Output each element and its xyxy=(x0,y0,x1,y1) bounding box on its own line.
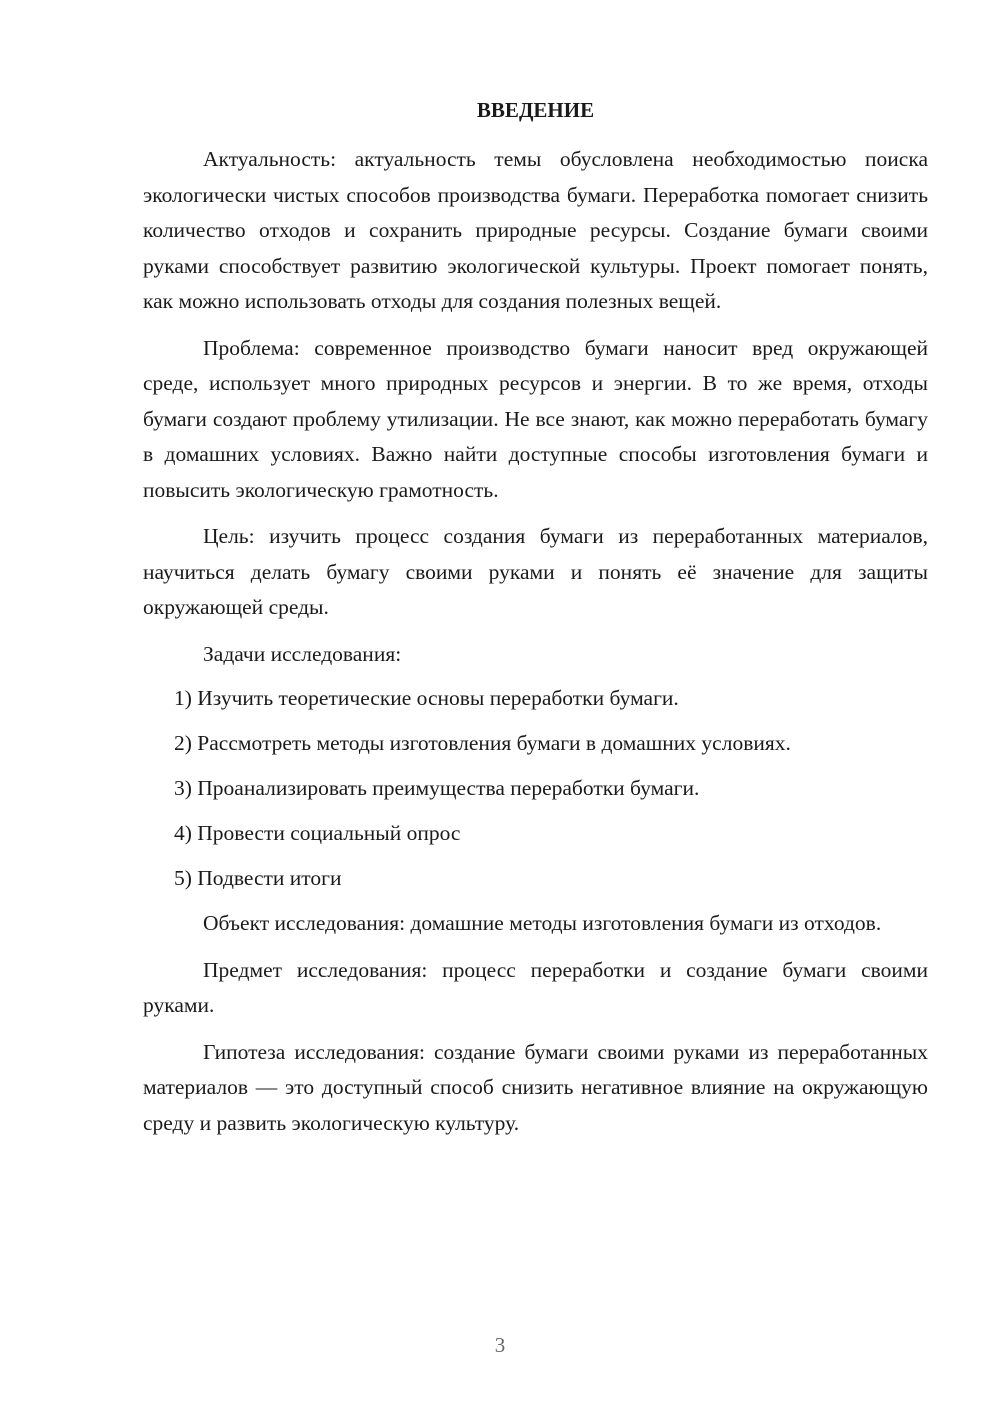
paragraph-problem: Проблема: современное производство бумаги наносит вред окружающей среде, использует много природных ресурсов и энергии. В то же время, отходы бумаги создают проблему утилизации. Не все знают, как можно переработать бумагу в домашних условиях. Важно найти доступные способы изготовления бумаги и повысить экологическую грамотность. xyxy=(143,335,928,502)
list-item: 1) Изучить теоретические основы переработки бумаги. xyxy=(174,686,679,710)
list-item: 3) Проанализировать преимущества переработки бумаги. xyxy=(174,776,700,800)
paragraph-subject: Предмет исследования: процесс переработки и создание бумаги своими руками. xyxy=(143,957,928,1017)
page-number: 3 xyxy=(494,1333,506,1357)
paragraph-hypothesis: Гипотеза исследования: создание бумаги своими руками из переработанных материалов — это доступный способ снизить негативное влияние на окружающую среду и развить экологическую культуру. xyxy=(143,1039,928,1135)
paragraph-relevance: Актуальность: актуальность темы обусловлена необходимостью поиска экологически чистых способов производства бумаги. Переработка помогает снизить количество отходов и сохранить природные ресурсы. Создание бумаги своими руками способствует развитию экологической культуры. Проект помогает понять, как можно использовать отходы для создания полезных вещей. xyxy=(143,147,928,313)
task-list xyxy=(143,681,928,897)
document-page xyxy=(143,96,928,1152)
paragraph-goal: Цель: изучить процесс создания бумаги из переработанных материалов, научиться делать бумагу своими руками и понять её значение для защиты окружающей среды. xyxy=(143,524,928,619)
page-title: ВВЕДЕНИЕ xyxy=(476,98,595,122)
list-item: 4) Провести социальный опрос xyxy=(174,821,461,845)
tasks-heading: Задачи исследования: xyxy=(203,641,402,666)
list-item: 2) Рассмотреть методы изготовления бумаги в домашних условиях. xyxy=(174,731,791,755)
paragraph-object: Объект исследования: домашние методы изготовления бумаги из отходов. xyxy=(203,911,882,935)
list-item: 5) Подвести итоги xyxy=(174,866,342,890)
